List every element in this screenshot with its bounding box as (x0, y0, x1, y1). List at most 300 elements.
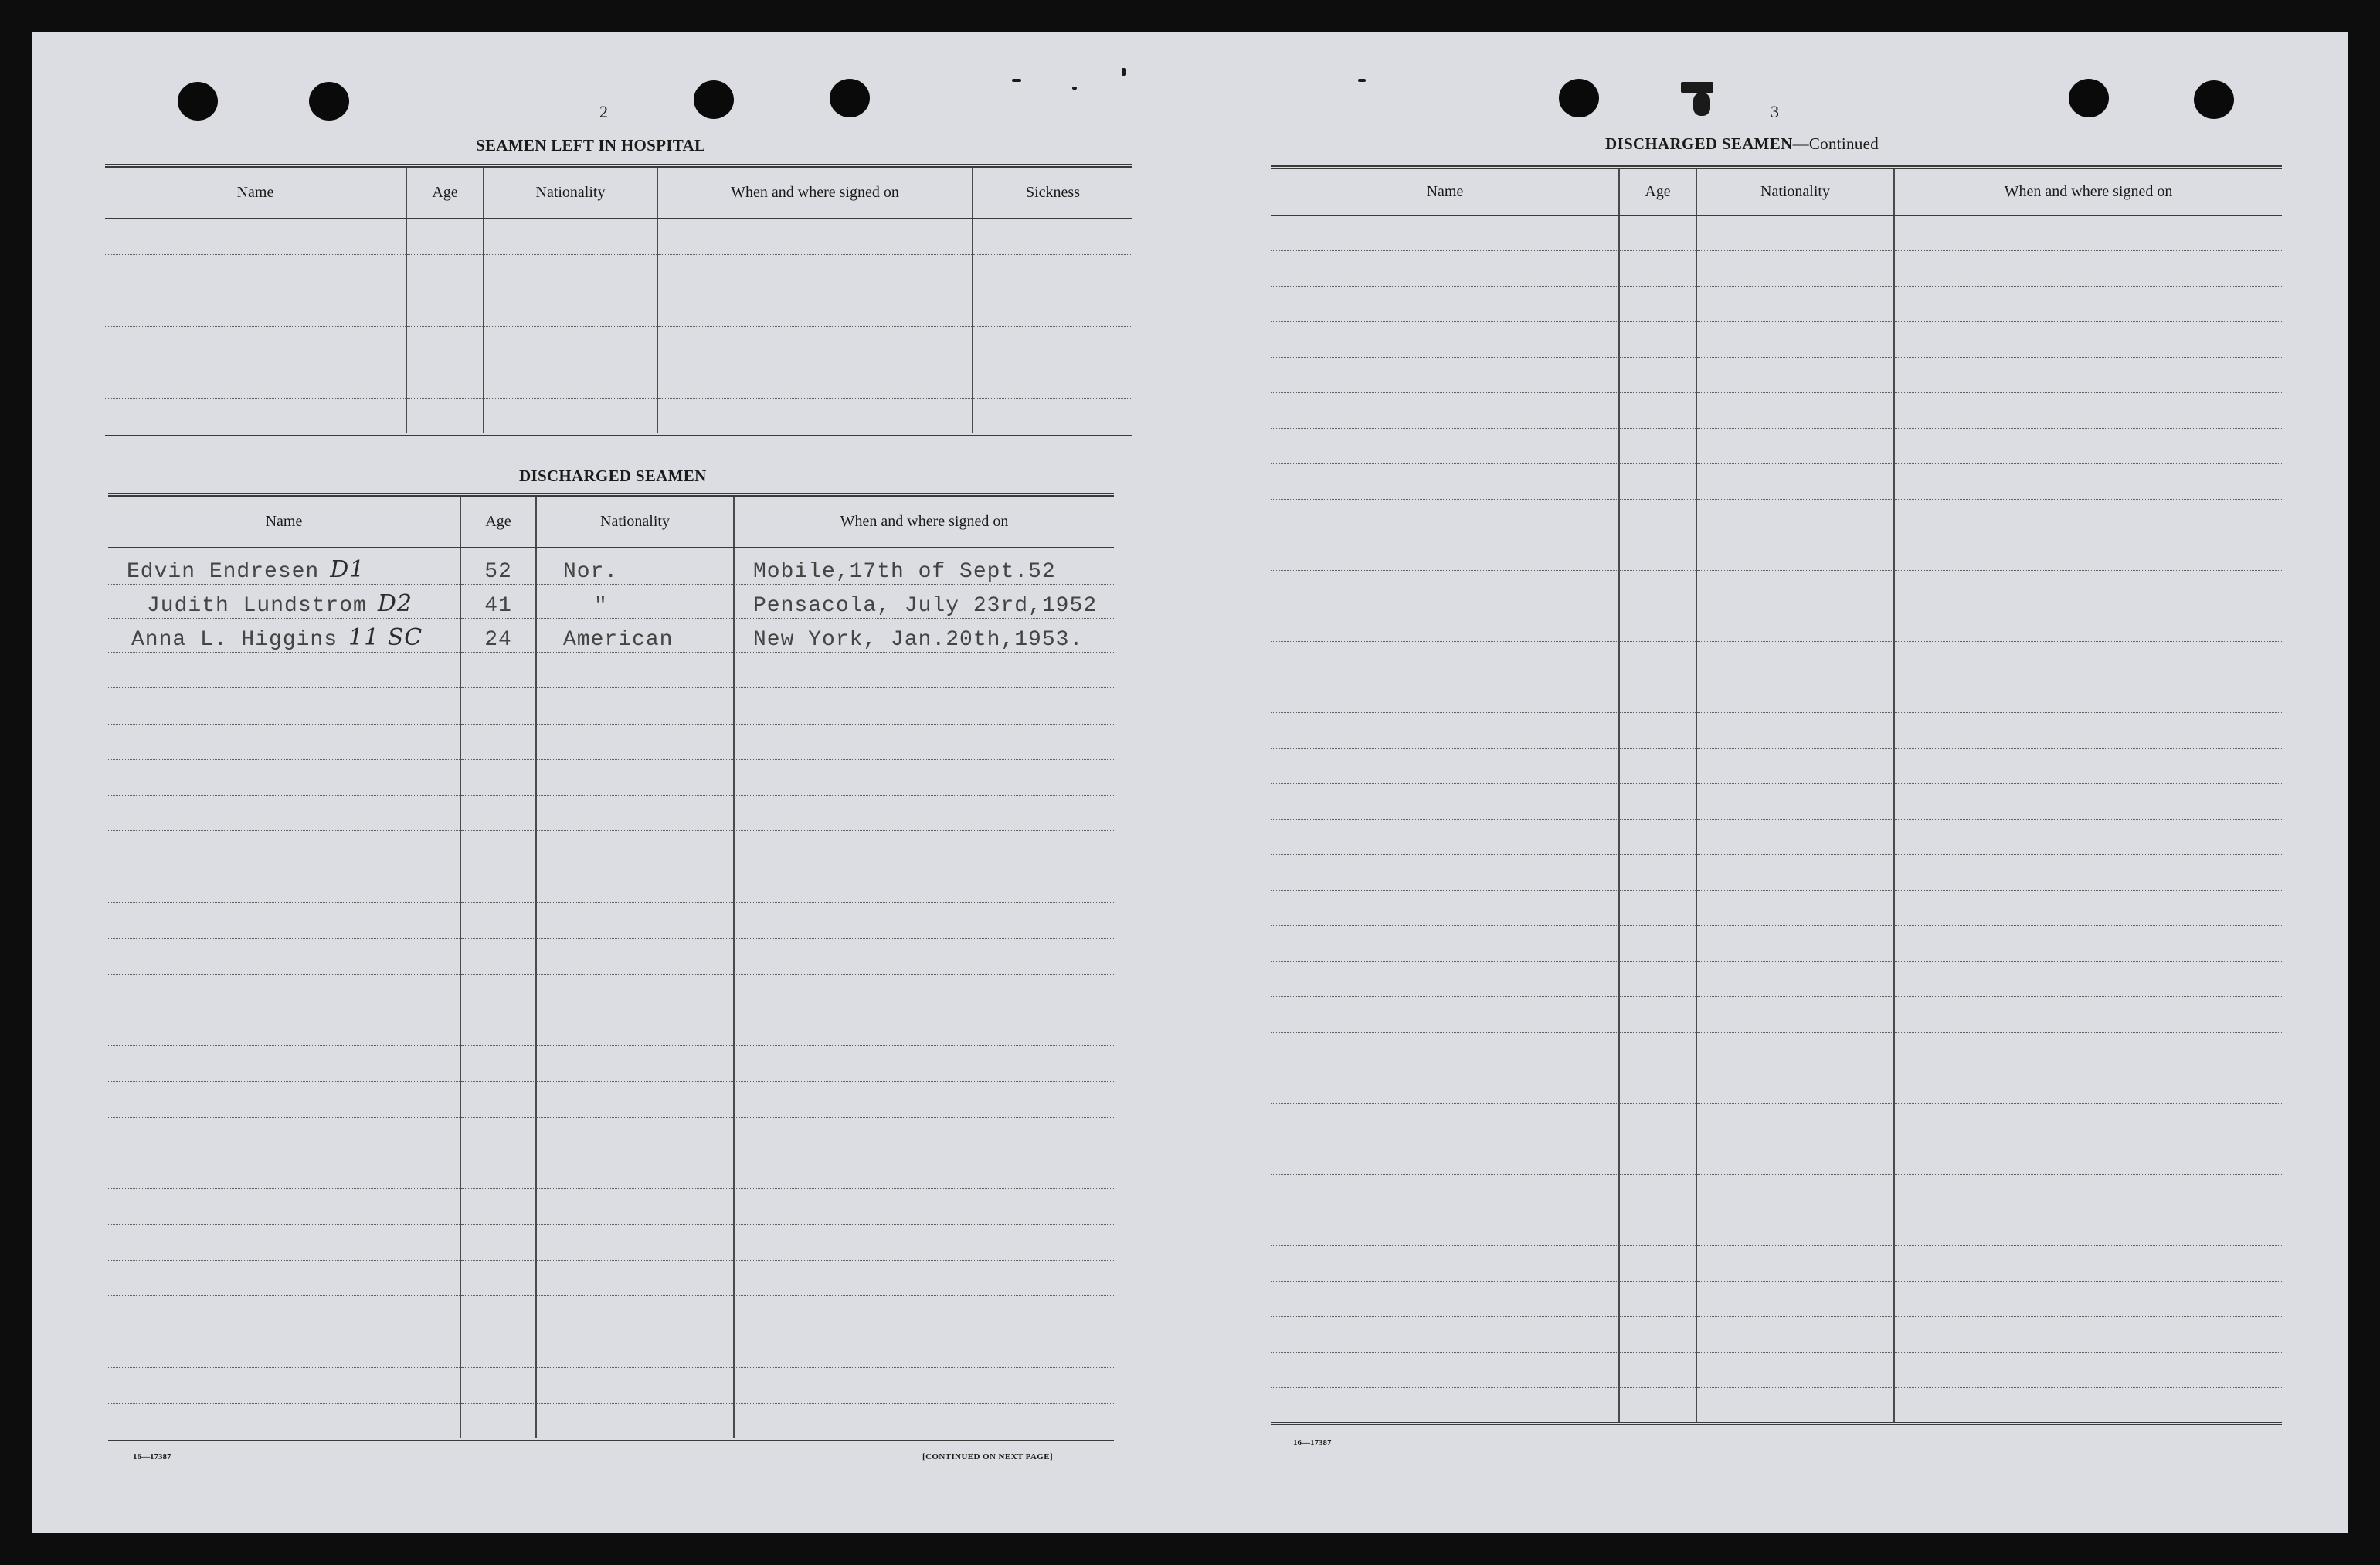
blank-cell (484, 254, 657, 290)
blank-cell (734, 1189, 1114, 1224)
blank-cell (1619, 749, 1696, 784)
blank-row (1271, 1104, 2282, 1139)
blank-cell (1271, 322, 1619, 358)
blank-cell (1894, 535, 2282, 571)
blank-cell (734, 939, 1114, 974)
blank-cell (108, 1261, 460, 1296)
blank-cell (484, 326, 657, 362)
blank-cell (108, 831, 460, 867)
blank-cell (1894, 749, 2282, 784)
punch-hole (2194, 80, 2234, 119)
blank-cell (1619, 1139, 1696, 1175)
blank-cell (734, 796, 1114, 831)
blank-cell (108, 1153, 460, 1189)
blank-cell (1696, 784, 1894, 820)
hospital-section-title: SEAMEN LEFT IN HOSPITAL (476, 136, 706, 154)
ink-speck (1681, 82, 1713, 93)
blank-cell (1271, 891, 1619, 926)
blank-cell (1894, 358, 2282, 393)
blank-row (1271, 1033, 2282, 1068)
blank-cell (1894, 1033, 2282, 1068)
blank-row (1271, 962, 2282, 997)
blank-row (108, 867, 1114, 902)
blank-cell (1894, 1317, 2282, 1353)
blank-row (108, 1332, 1114, 1367)
blank-cell (734, 831, 1114, 867)
blank-cell (1619, 464, 1696, 500)
blank-cell (1696, 535, 1894, 571)
blank-cell (1619, 820, 1696, 855)
blank-row (1271, 642, 2282, 677)
blank-row (1271, 713, 2282, 749)
blank-cell (1696, 571, 1894, 606)
blank-cell (1619, 1353, 1696, 1388)
blank-cell (1271, 855, 1619, 891)
blank-cell (536, 759, 734, 795)
blank-cell (1696, 1282, 1894, 1317)
blank-cell (536, 724, 734, 759)
blank-cell (1271, 287, 1619, 322)
blank-cell (1619, 393, 1696, 429)
blank-row (1271, 1353, 2282, 1388)
hospital-table (105, 164, 1132, 436)
blank-cell (657, 362, 973, 399)
column-header-signed-on: When and where signed on (734, 495, 1114, 548)
blank-row (1271, 1175, 2282, 1210)
blank-cell (1894, 216, 2282, 251)
blank-cell (108, 1367, 460, 1403)
ink-speck (1072, 87, 1077, 90)
column-header-age: Age (460, 495, 536, 548)
handwritten-mark: D2 (377, 590, 413, 617)
blank-cell (657, 326, 973, 362)
blank-cell (460, 724, 536, 759)
blank-cell (1271, 713, 1619, 749)
blank-cell (108, 1332, 460, 1367)
blank-row (108, 653, 1114, 688)
blank-cell (1619, 891, 1696, 926)
blank-cell (1696, 1033, 1894, 1068)
column-header-age: Age (406, 166, 484, 219)
blank-row (108, 1261, 1114, 1296)
blank-cell (460, 1117, 536, 1153)
column-header-nationality: Nationality (1696, 168, 1894, 216)
blank-cell (1619, 1068, 1696, 1104)
blank-cell (973, 326, 1132, 362)
blank-cell (657, 219, 973, 255)
blank-cell (1619, 1210, 1696, 1246)
blank-row (1271, 997, 2282, 1033)
blank-row (108, 1367, 1114, 1403)
blank-row (1271, 358, 2282, 393)
blank-cell (1619, 1317, 1696, 1353)
handwritten-mark: 11 SC (348, 624, 423, 651)
blank-cell (1619, 216, 1696, 251)
blank-cell (1271, 749, 1619, 784)
blank-cell (108, 653, 460, 688)
blank-cell (1271, 571, 1619, 606)
blank-cell (1619, 358, 1696, 393)
blank-cell (460, 1046, 536, 1081)
typed-name: Judith Lundstrom (147, 594, 367, 618)
blank-cell (1894, 606, 2282, 642)
blank-cell (484, 290, 657, 327)
blank-row (1271, 464, 2282, 500)
blank-cell (406, 254, 484, 290)
table-row (108, 619, 1114, 653)
blank-cell (460, 1296, 536, 1332)
blank-cell (1696, 642, 1894, 677)
blank-cell (1894, 642, 2282, 677)
seaman-signed-on: Mobile,17th of Sept.52 (734, 548, 1114, 585)
blank-cell (973, 362, 1132, 399)
blank-cell (1271, 962, 1619, 997)
typed-name: Edvin Endresen (127, 560, 320, 584)
blank-cell (460, 939, 536, 974)
punch-hole (694, 80, 734, 119)
blank-cell (536, 688, 734, 724)
blank-cell (105, 219, 406, 255)
blank-cell (105, 290, 406, 327)
blank-cell (460, 796, 536, 831)
blank-row (108, 759, 1114, 795)
seaman-age: 24 (460, 619, 536, 653)
column-header-age: Age (1619, 168, 1696, 216)
blank-cell (105, 254, 406, 290)
blank-cell (657, 398, 973, 434)
blank-row (108, 1153, 1114, 1189)
blank-cell (734, 1404, 1114, 1439)
manifest-sheet (32, 32, 2348, 1533)
seaman-age: 41 (460, 585, 536, 619)
blank-cell (1271, 926, 1619, 962)
page-number: 3 (1771, 102, 1779, 121)
blank-cell (1619, 1388, 1696, 1424)
blank-cell (1696, 962, 1894, 997)
blank-row (105, 398, 1132, 434)
blank-row (1271, 216, 2282, 251)
seaman-age: 52 (460, 548, 536, 585)
blank-cell (734, 1046, 1114, 1081)
blank-cell (1271, 1068, 1619, 1104)
blank-row (105, 290, 1132, 327)
blank-cell (406, 362, 484, 399)
blank-cell (536, 1224, 734, 1260)
blank-cell (734, 1224, 1114, 1260)
punch-hole (309, 82, 349, 121)
blank-cell (108, 1224, 460, 1260)
blank-cell (1271, 1317, 1619, 1353)
blank-cell (734, 1296, 1114, 1332)
blank-row (108, 1046, 1114, 1081)
blank-cell (1894, 1104, 2282, 1139)
blank-cell (1696, 464, 1894, 500)
blank-cell (1696, 429, 1894, 464)
blank-cell (460, 831, 536, 867)
blank-cell (1271, 535, 1619, 571)
blank-cell (734, 1153, 1114, 1189)
typed-name: Anna L. Higgins (131, 628, 338, 652)
blank-cell (734, 1010, 1114, 1045)
blank-cell (1894, 322, 2282, 358)
blank-row (108, 796, 1114, 831)
blank-cell (108, 1117, 460, 1153)
blank-cell (536, 903, 734, 939)
discharged-continued-title (1605, 134, 1879, 154)
blank-cell (734, 1081, 1114, 1117)
blank-cell (734, 1117, 1114, 1153)
blank-cell (973, 398, 1132, 434)
ink-speck (1012, 79, 1021, 82)
column-header-name: Name (108, 495, 460, 548)
blank-cell (1894, 997, 2282, 1033)
blank-cell (1619, 429, 1696, 464)
blank-cell (1619, 1175, 1696, 1210)
blank-cell (1696, 997, 1894, 1033)
blank-cell (657, 290, 973, 327)
blank-row (1271, 535, 2282, 571)
blank-row (108, 688, 1114, 724)
table-row (108, 585, 1114, 619)
title-text: DISCHARGED SEAMEN (1605, 134, 1793, 153)
blank-cell (1271, 500, 1619, 535)
continued-note: [CONTINUED ON NEXT PAGE] (922, 1452, 1054, 1461)
blank-row (1271, 1139, 2282, 1175)
blank-cell (1619, 713, 1696, 749)
blank-cell (108, 1046, 460, 1081)
blank-cell (108, 1404, 460, 1439)
ink-speck (1358, 79, 1366, 82)
blank-row (105, 362, 1132, 399)
blank-cell (460, 653, 536, 688)
blank-cell (1696, 1317, 1894, 1353)
blank-cell (1894, 1175, 2282, 1210)
column-header-name: Name (1271, 168, 1619, 216)
blank-row (1271, 1388, 2282, 1424)
blank-cell (108, 724, 460, 759)
handwritten-mark: D1 (330, 556, 365, 583)
blank-cell (734, 903, 1114, 939)
blank-cell (1696, 820, 1894, 855)
blank-cell (1271, 1104, 1619, 1139)
blank-cell (536, 831, 734, 867)
blank-cell (406, 219, 484, 255)
blank-row (1271, 784, 2282, 820)
blank-cell (1619, 500, 1696, 535)
seaman-signed-on: Pensacola, July 23rd,1952 (734, 585, 1114, 619)
seaman-name (108, 585, 460, 619)
blank-row (1271, 855, 2282, 891)
blank-cell (536, 1189, 734, 1224)
blank-cell (536, 939, 734, 974)
column-header-sickness: Sickness (973, 166, 1132, 219)
blank-cell (1619, 535, 1696, 571)
blank-cell (1271, 997, 1619, 1033)
blank-cell (1894, 287, 2282, 322)
blank-cell (734, 724, 1114, 759)
blank-cell (1271, 784, 1619, 820)
blank-cell (460, 867, 536, 902)
blank-cell (1271, 606, 1619, 642)
blank-cell (1696, 1175, 1894, 1210)
blank-cell (536, 1117, 734, 1153)
blank-cell (1619, 784, 1696, 820)
blank-cell (108, 1010, 460, 1045)
blank-cell (1619, 606, 1696, 642)
blank-row (108, 831, 1114, 867)
blank-cell (734, 974, 1114, 1010)
seaman-name (108, 619, 460, 653)
blank-cell (1696, 287, 1894, 322)
blank-cell (657, 254, 973, 290)
blank-cell (973, 219, 1132, 255)
seaman-nationality: American (536, 619, 734, 653)
blank-cell (1271, 216, 1619, 251)
blank-row (1271, 677, 2282, 713)
page-number: 2 (599, 102, 608, 121)
blank-cell (460, 1081, 536, 1117)
blank-row (1271, 322, 2282, 358)
blank-cell (1271, 820, 1619, 855)
blank-cell (1271, 1033, 1619, 1068)
blank-row (108, 724, 1114, 759)
blank-cell (460, 688, 536, 724)
blank-row (108, 1189, 1114, 1224)
blank-cell (1894, 1353, 2282, 1388)
blank-cell (1271, 358, 1619, 393)
blank-cell (1696, 500, 1894, 535)
blank-row (108, 974, 1114, 1010)
blank-cell (108, 1081, 460, 1117)
blank-cell (1894, 891, 2282, 926)
blank-cell (1696, 393, 1894, 429)
blank-cell (460, 1261, 536, 1296)
blank-cell (536, 1010, 734, 1045)
blank-row (108, 1117, 1114, 1153)
blank-cell (1271, 677, 1619, 713)
blank-row (1271, 1282, 2282, 1317)
blank-cell (734, 1367, 1114, 1403)
blank-cell (460, 1332, 536, 1367)
blank-cell (1894, 926, 2282, 962)
blank-cell (973, 254, 1132, 290)
blank-cell (734, 759, 1114, 795)
blank-cell (536, 1296, 734, 1332)
blank-cell (1696, 713, 1894, 749)
blank-cell (1894, 251, 2282, 287)
blank-cell (536, 867, 734, 902)
blank-cell (1894, 784, 2282, 820)
blank-row (1271, 393, 2282, 429)
blank-row (1271, 1210, 2282, 1246)
blank-row (1271, 500, 2282, 535)
blank-row (108, 1081, 1114, 1117)
blank-cell (1894, 855, 2282, 891)
blank-cell (108, 796, 460, 831)
blank-row (105, 254, 1132, 290)
blank-row (108, 1224, 1114, 1260)
blank-cell (1894, 571, 2282, 606)
blank-cell (105, 398, 406, 434)
blank-cell (460, 1224, 536, 1260)
blank-cell (1894, 1282, 2282, 1317)
blank-cell (1619, 1282, 1696, 1317)
blank-cell (460, 1367, 536, 1403)
blank-cell (460, 759, 536, 795)
blank-cell (1696, 891, 1894, 926)
blank-cell (1271, 1175, 1619, 1210)
discharged-section-title: DISCHARGED SEAMEN (519, 467, 707, 485)
blank-cell (1619, 997, 1696, 1033)
blank-cell (1271, 1139, 1619, 1175)
blank-row (1271, 571, 2282, 606)
blank-row (1271, 1246, 2282, 1282)
blank-cell (1894, 713, 2282, 749)
blank-row (108, 939, 1114, 974)
punch-hole (2069, 79, 2109, 117)
blank-cell (1619, 642, 1696, 677)
blank-cell (108, 688, 460, 724)
blank-row (108, 1010, 1114, 1045)
blank-cell (536, 796, 734, 831)
blank-cell (1696, 1388, 1894, 1424)
blank-cell (1696, 1139, 1894, 1175)
blank-cell (1271, 464, 1619, 500)
blank-cell (1619, 571, 1696, 606)
blank-cell (406, 290, 484, 327)
blank-cell (1894, 500, 2282, 535)
ink-speck (1122, 68, 1126, 76)
blank-cell (1894, 820, 2282, 855)
blank-cell (1894, 429, 2282, 464)
blank-cell (108, 1189, 460, 1224)
blank-cell (734, 867, 1114, 902)
blank-cell (1696, 1210, 1894, 1246)
blank-cell (108, 939, 460, 974)
blank-cell (1619, 926, 1696, 962)
blank-row (1271, 287, 2282, 322)
blank-row (1271, 891, 2282, 926)
blank-cell (1894, 464, 2282, 500)
blank-cell (1271, 429, 1619, 464)
blank-cell (1271, 1282, 1619, 1317)
blank-cell (1696, 1104, 1894, 1139)
blank-cell (1696, 677, 1894, 713)
blank-cell (1696, 855, 1894, 891)
blank-cell (1619, 855, 1696, 891)
blank-cell (1696, 1068, 1894, 1104)
blank-cell (1696, 322, 1894, 358)
blank-cell (1696, 216, 1894, 251)
blank-cell (1619, 251, 1696, 287)
blank-cell (1894, 1388, 2282, 1424)
blank-cell (1619, 322, 1696, 358)
blank-cell (1894, 677, 2282, 713)
punch-hole (1559, 79, 1599, 117)
blank-cell (734, 688, 1114, 724)
title-suffix: —Continued (1792, 134, 1879, 153)
blank-cell (1271, 1246, 1619, 1282)
blank-row (1271, 749, 2282, 784)
blank-cell (460, 1189, 536, 1224)
table-row (108, 548, 1114, 585)
blank-cell (108, 1296, 460, 1332)
discharged-table (108, 493, 1114, 1441)
blank-cell (1894, 1139, 2282, 1175)
blank-row (1271, 1317, 2282, 1353)
blank-cell (406, 326, 484, 362)
blank-cell (108, 974, 460, 1010)
